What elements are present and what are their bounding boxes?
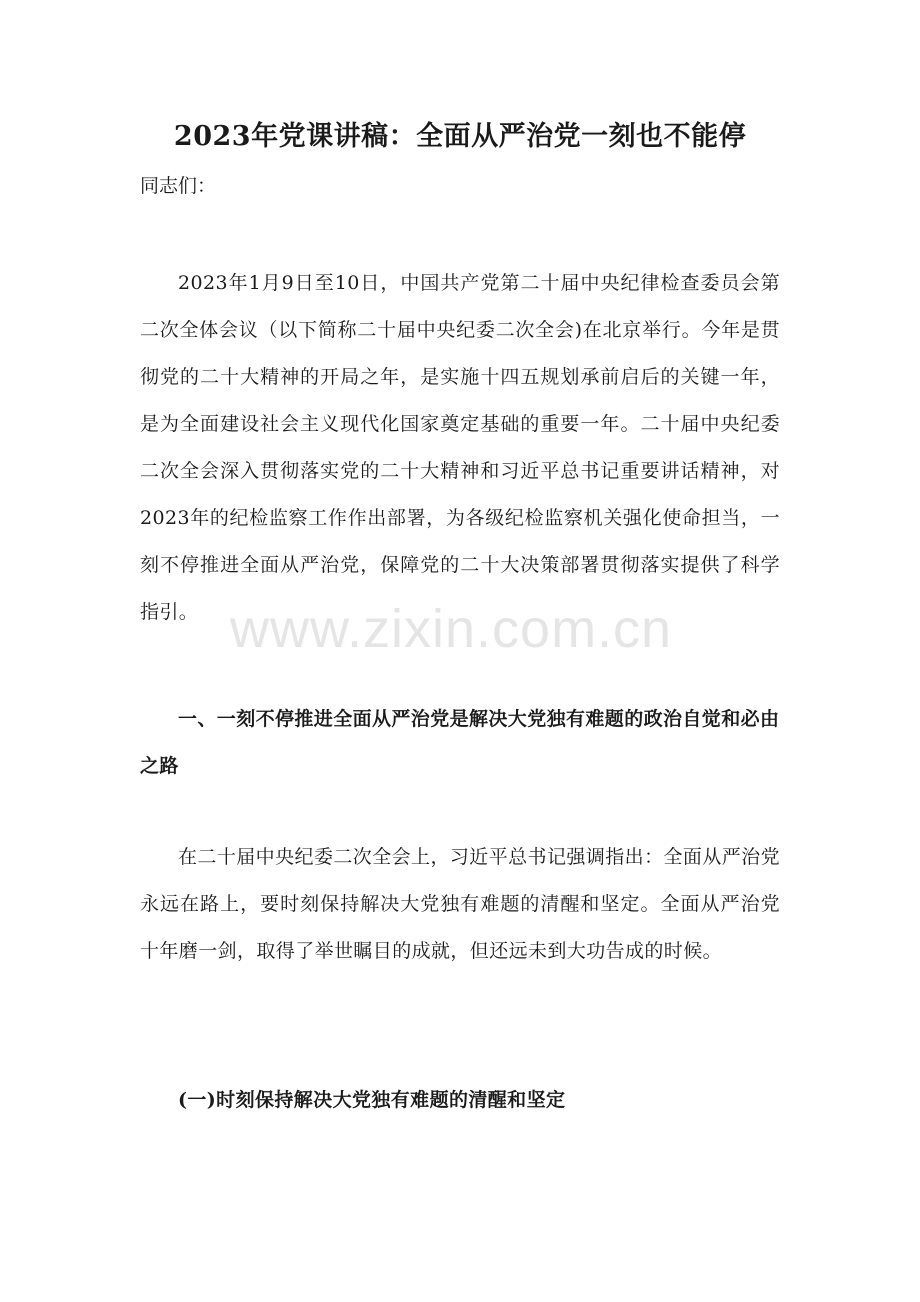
paragraph-intro: 2023年1月9日至10日，中国共产党第二十届中央纪律检查委员会第二次全体会议（以下简称二十届中央纪委二次全会)在北京举行。今年是贯彻党的二十大精神的开局之年，是实施十四五规划承前启后的关键一年，是为全面建设社会主义现代化国家奠定基础的重要一年。二十届中央纪委二次全会深入贯彻落实党的二十大精神和习近平总书记重要讲话精神，对2023年的纪检监察工作作出部署，为各级纪检监察机关强化使命担当，一刻不停推进全面从严治党，保障党的二十大决策部署贯彻落实提供了科学指引。 bbox=[140, 272, 780, 623]
document-title: 2023年党课讲稿：全面从严治党一刻也不能停 bbox=[173, 121, 747, 152]
salutation: 同志们： bbox=[140, 175, 217, 197]
watermark: www.zixin.com.cn bbox=[230, 599, 673, 659]
section-heading-1: 一、一刻不停推进全面从严治党是解决大党独有难题的政治自觉和必由之路 bbox=[140, 708, 780, 777]
paragraph-section-1: 在二十届中央纪委二次全会上，习近平总书记强调指出：全面从严治党永远在路上，要时刻保持解决大党独有难题的清醒和坚定。全面从严治党十年磨一剑，取得了举世瞩目的成就，但还远未到大功告成的时候。 bbox=[140, 846, 780, 962]
subsection-heading-1: (一)时刻保持解决大党独有难题的清醒和坚定 bbox=[178, 1089, 566, 1111]
